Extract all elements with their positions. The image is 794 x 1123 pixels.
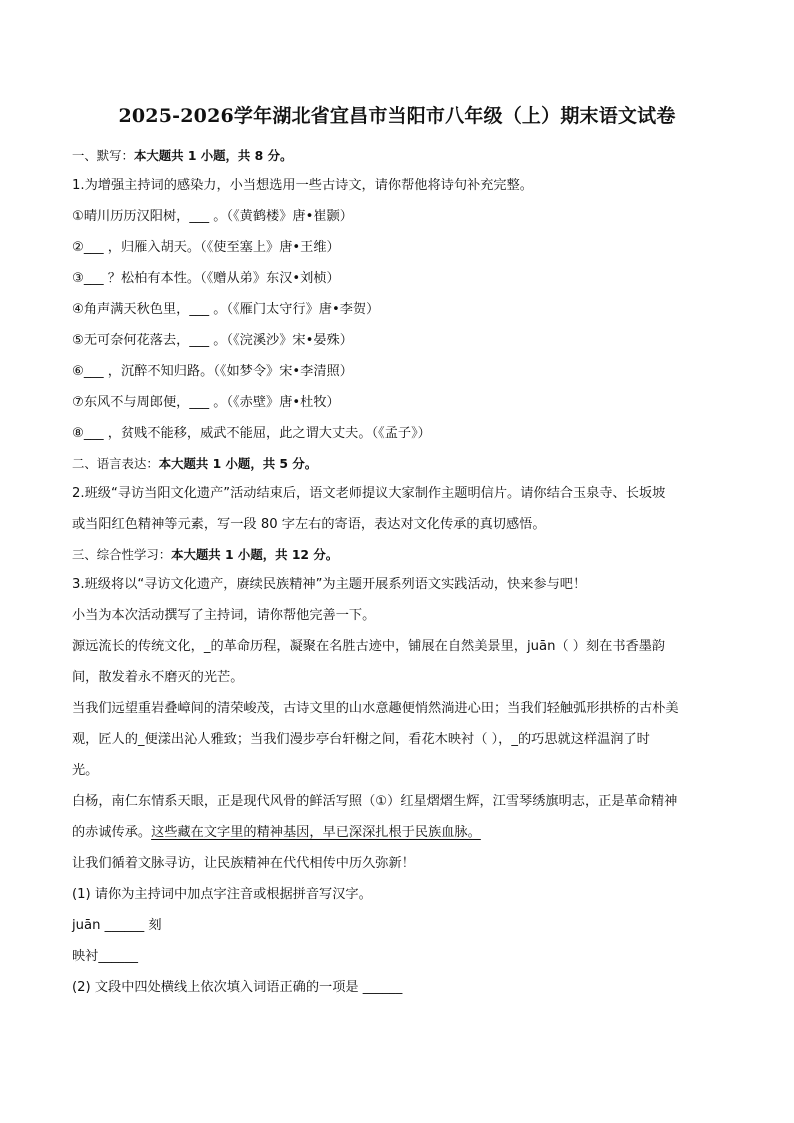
question-2-line: 或当阳红色精神等元素，写一段 80 字左右的寄语，表达对文化传承的真切感悟。 (72, 517, 546, 532)
question-2-line: 2.班级“寻访当阳文化遗产”活动结束后，语文老师提议大家制作主题明信片。请你结合玉泉寺、长坂坡 (72, 486, 666, 501)
section-heading-prefix: 二、语言表达： (72, 456, 159, 471)
subquestion-1-blank-a: juān ______ 刻 (72, 918, 162, 933)
question-1-item: ②___ ，归雁入胡天。（《使至塞上》唐•王维） (72, 240, 340, 255)
passage-line: 源远流长的传统文化，_的革命历程，凝聚在名胜古迹中，铺展在自然美景里，juān（ ）刻在书香墨韵 (72, 639, 666, 654)
passage-line: 白杨，南仁东情系天眼，正是现代风骨的鲜活写照（①）红星熠熠生辉，江雪琴绣旗明志，正是革命精神 (72, 794, 678, 809)
question-1-item: ⑥___ ，沉醉不知归路。（《如梦令》宋•李清照） (72, 364, 353, 379)
subquestion-1: (1) 请你为主持词中加点字注音或根据拼音写汉字。 (72, 887, 372, 902)
section-heading-2 (72, 453, 722, 474)
passage-line: 间，散发着永不磨灭的光芒。 (72, 670, 244, 685)
passage-line: 当我们远望重岩叠嶂间的清荣峻茂，古诗文里的山水意趣便悄然淌进心田；当我们轻触弧形拱桥的古朴美 (72, 701, 679, 716)
question-1-stem: 1.为增强主持词的感染力，小当想选用一些古诗文，请你帮他将诗句补充完整。 (72, 178, 533, 193)
question-1-item: ⑤无可奈何花落去，___ 。（《浣溪沙》宋•晏殊） (72, 333, 353, 348)
question-3-stem: 3.班级将以“寻访文化遗产，赓续民族精神”为主题开展系列语文实践活动，快来参与吧！ (72, 577, 587, 592)
subquestion-1-blank-b: 映衬______ (72, 949, 138, 964)
question-3-intro: 小当为本次活动撰写了主持词，请你帮他完善一下。 (72, 608, 376, 623)
question-1-item: ③___ ？松柏有本性。（《赠从弟》东汉•刘桢） (72, 271, 340, 286)
question-1-item: ⑧___ ，贫贱不能移，威武不能屈，此之谓大丈夫。（《孟子》） (72, 426, 431, 441)
section-heading-detail: 本大题共 1 小题，共 12 分。 (171, 547, 339, 562)
passage-line: 光。 (72, 763, 99, 778)
section-heading-3 (72, 544, 722, 565)
passage-line (72, 822, 722, 843)
section-heading-detail: 本大题共 1 小题，共 5 分。 (158, 456, 318, 471)
question-1-item: ④角声满天秋色里，___ 。（《雁门太守行》唐•李贺） (72, 302, 380, 317)
section-heading-detail: 本大题共 1 小题，共 8 分。 (133, 148, 293, 163)
section-heading-1 (72, 145, 722, 166)
exam-content (72, 145, 722, 998)
passage-line: 观，匠人的_便漾出沁人雅致；当我们漫步亭台轩榭之间，看花木映衬（ ），_的巧思就这样温润了时 (72, 732, 650, 747)
section-heading-prefix: 一、默写： (72, 148, 134, 163)
subquestion-2: (2) 文段中四处横线上依次填入词语正确的一项是 ______ (72, 980, 403, 995)
passage-closing: 让我们循着文脉寻访，让民族精神在代代相传中历久弥新！ (72, 856, 415, 871)
question-1-item: ⑦东风不与周郎便，___ 。（《赤壁》唐•杜牧） (72, 395, 340, 410)
underlined-sentence: 这些藏在文字里的精神基因，早已深深扎根于民族血脉。 (151, 825, 481, 840)
passage-fragment: 的赤诚传承。 (72, 825, 152, 840)
exam-title: 2025-2026学年湖北省宜昌市当阳市八年级（上）期末语文试卷 (118, 105, 676, 127)
question-1-item: ①晴川历历汉阳树，___ 。（《黄鹤楼》唐•崔颢） (72, 209, 353, 224)
section-heading-prefix: 三、综合性学习： (72, 547, 172, 562)
